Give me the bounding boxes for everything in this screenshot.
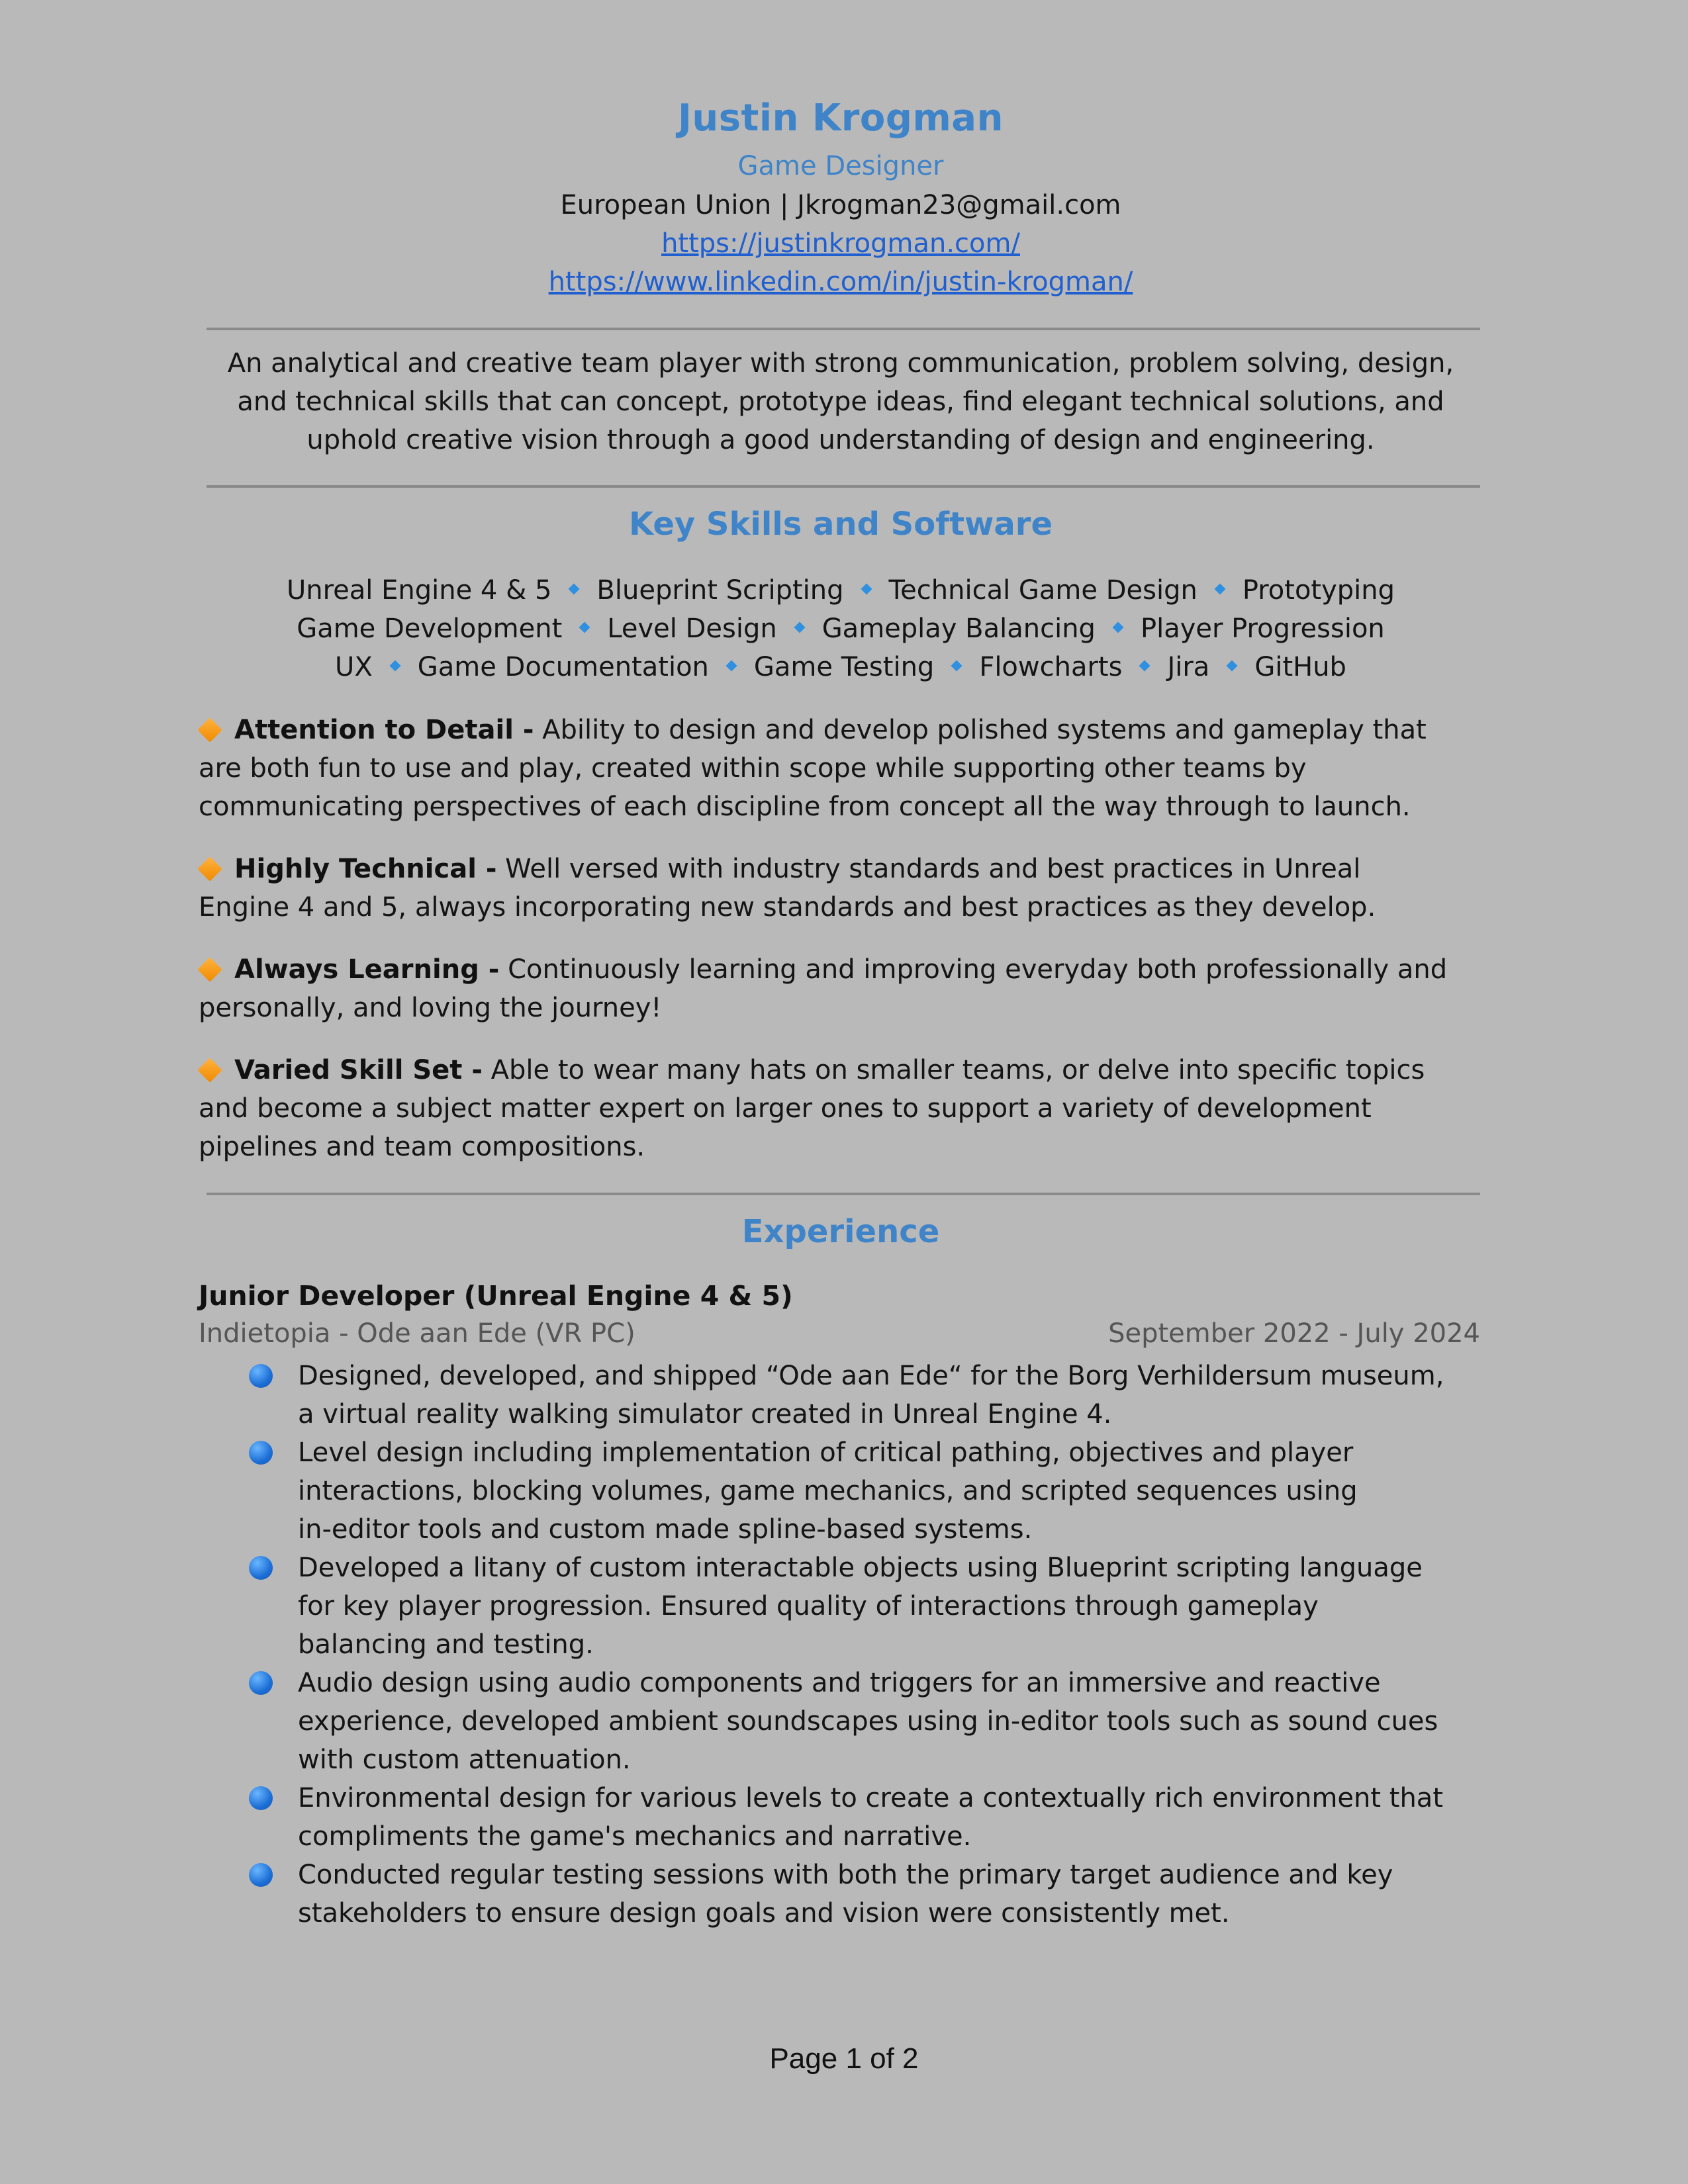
- linkedin-link[interactable]: https://www.linkedin.com/in/justin-krogman/: [548, 267, 1133, 297]
- company-name: Indietopia - Ode aan Ede (VR PC): [199, 1318, 635, 1349]
- bullet-text: stakeholders to ensure design goals and vision were consistently met.: [298, 1898, 1230, 1929]
- skill-item: Level Design: [607, 614, 777, 644]
- skill-item: GitHub: [1254, 652, 1346, 682]
- skill-item: Flowcharts: [979, 652, 1123, 682]
- skills-row: [199, 571, 1483, 610]
- strength-text: Able to wear many hats on smaller teams, or delve into specific topics: [491, 1055, 1425, 1085]
- bullet-item: [199, 1549, 1496, 1664]
- orange-diamond-icon: [197, 957, 222, 982]
- skills-list: [199, 571, 1483, 686]
- summary-line: uphold creative vision through a good understanding of design and engineering.: [306, 425, 1375, 455]
- blue-circle-icon: [249, 1863, 273, 1887]
- bullet-text: a virtual reality walking simulator created in Unreal Engine 4.: [298, 1399, 1112, 1430]
- strength-label: Varied Skill Set -: [234, 1055, 483, 1085]
- skills-row: [199, 648, 1483, 686]
- job-title: Junior Developer (Unreal Engine 4 & 5): [199, 1280, 793, 1312]
- diamond-separator-icon: [726, 660, 737, 672]
- blue-circle-icon: [249, 1441, 273, 1465]
- strength-item: [199, 850, 1483, 927]
- bullet-text: Level design including implementation of critical pathing, objectives and player: [298, 1437, 1354, 1468]
- bullet-text: in-editor tools and custom made spline-based systems.: [298, 1514, 1033, 1545]
- bullet-text: with custom attenuation.: [298, 1745, 631, 1775]
- skill-item: Game Testing: [753, 652, 935, 682]
- diamond-separator-icon: [951, 660, 962, 672]
- bullet-text: Conducted regular testing sessions with both the primary target audience and key: [298, 1860, 1393, 1890]
- experience-heading: Experience: [741, 1213, 940, 1250]
- job-dates: September 2022 - July 2024: [1108, 1318, 1480, 1349]
- blue-circle-icon: [249, 1786, 273, 1810]
- strength-label: Attention to Detail -: [234, 715, 534, 745]
- bullet-text: Environmental design for various levels to create a contextually rich environment that: [298, 1783, 1443, 1813]
- skill-item: Game Documentation: [417, 652, 709, 682]
- bullet-text: Designed, developed, and shipped “Ode aan Ede“ for the Borg Verhildersum museum,: [298, 1361, 1444, 1391]
- bullet-text: compliments the game's mechanics and narrative.: [298, 1821, 972, 1852]
- strength-text: Continuously learning and improving everyday both professionally and: [508, 954, 1448, 985]
- summary-line: An analytical and creative team player with strong communication, problem solving, design,: [227, 348, 1454, 379]
- strength-text: Ability to design and develop polished systems and gameplay that: [542, 715, 1427, 745]
- skill-item: Blueprint Scripting: [596, 575, 844, 606]
- skill-item: Jira: [1167, 652, 1210, 682]
- diamond-separator-icon: [1214, 584, 1225, 595]
- diamond-separator-icon: [389, 660, 400, 672]
- candidate-name: Justin Krogman: [678, 97, 1004, 140]
- strength-text: personally, and loving the journey!: [199, 993, 662, 1023]
- strength-text: communicating perspectives of each discipline from concept all the way through to launch.: [199, 792, 1411, 822]
- skill-item: UX: [335, 652, 373, 682]
- page-number: Page 1 of 2: [769, 2042, 919, 2075]
- job-meta: [199, 1318, 1483, 1349]
- experience-bullets: [199, 1357, 1496, 1933]
- job-role-title: Game Designer: [737, 151, 944, 181]
- bullet-text: Developed a litany of custom interactable objects using Blueprint scripting language: [298, 1553, 1423, 1583]
- strength-text: Engine 4 and 5, always incorporating new standards and best practices as they develop.: [199, 892, 1376, 923]
- summary-line: and technical skills that can concept, prototype ideas, find elegant technical solutions, and: [237, 387, 1444, 417]
- divider: [207, 328, 1480, 330]
- skill-item: Gameplay Balancing: [821, 614, 1096, 644]
- website-link[interactable]: https://justinkrogman.com/: [661, 228, 1020, 259]
- diamond-separator-icon: [569, 584, 580, 595]
- strength-label: Always Learning -: [234, 954, 500, 985]
- diamond-separator-icon: [1227, 660, 1238, 672]
- skill-item: Game Development: [297, 614, 563, 644]
- skill-item: Technical Game Design: [888, 575, 1197, 606]
- diamond-separator-icon: [1139, 660, 1150, 672]
- strength-text: pipelines and team compositions.: [199, 1132, 645, 1162]
- bullet-item: [199, 1856, 1496, 1933]
- bullet-text: for key player progression. Ensured quality of interactions through gameplay: [298, 1591, 1319, 1621]
- bullet-text: balancing and testing.: [298, 1629, 594, 1660]
- bullet-text: experience, developed ambient soundscapes using in-editor tools such as sound cues: [298, 1706, 1438, 1737]
- skills-heading: Key Skills and Software: [628, 506, 1053, 543]
- divider: [207, 485, 1480, 488]
- contact-line: European Union | Jkrogman23@gmail.com: [560, 190, 1121, 220]
- blue-circle-icon: [249, 1671, 273, 1695]
- bullet-item: [199, 1357, 1496, 1433]
- bullet-item: [199, 1664, 1496, 1779]
- diamond-separator-icon: [794, 622, 805, 633]
- strength-text: are both fun to use and play, created within scope while supporting other teams by: [199, 753, 1307, 784]
- strength-item: [199, 950, 1483, 1027]
- skills-row: [199, 610, 1483, 648]
- strength-item: [199, 711, 1483, 826]
- bullet-text: interactions, blocking volumes, game mechanics, and scripted sequences using: [298, 1476, 1358, 1506]
- skill-item: Unreal Engine 4 & 5: [286, 575, 552, 606]
- bullet-item: [199, 1779, 1496, 1856]
- bullet-item: [199, 1433, 1496, 1549]
- orange-diamond-icon: [197, 856, 222, 882]
- strength-text: Well versed with industry standards and best practices in Unreal: [505, 854, 1361, 884]
- bullet-text: Audio design using audio components and triggers for an immersive and reactive: [298, 1668, 1381, 1698]
- strength-item: [199, 1051, 1483, 1166]
- diamond-separator-icon: [861, 584, 872, 595]
- strength-text: and become a subject matter expert on larger ones to support a variety of development: [199, 1093, 1372, 1124]
- diamond-separator-icon: [579, 622, 590, 633]
- orange-diamond-icon: [197, 1058, 222, 1083]
- blue-circle-icon: [249, 1556, 273, 1580]
- blue-circle-icon: [249, 1364, 273, 1388]
- divider: [207, 1193, 1480, 1195]
- skill-item: Prototyping: [1242, 575, 1395, 606]
- diamond-separator-icon: [1112, 622, 1123, 633]
- strength-label: Highly Technical -: [234, 854, 497, 884]
- orange-diamond-icon: [197, 717, 222, 743]
- summary-paragraph: [199, 344, 1483, 459]
- skill-item: Player Progression: [1140, 614, 1385, 644]
